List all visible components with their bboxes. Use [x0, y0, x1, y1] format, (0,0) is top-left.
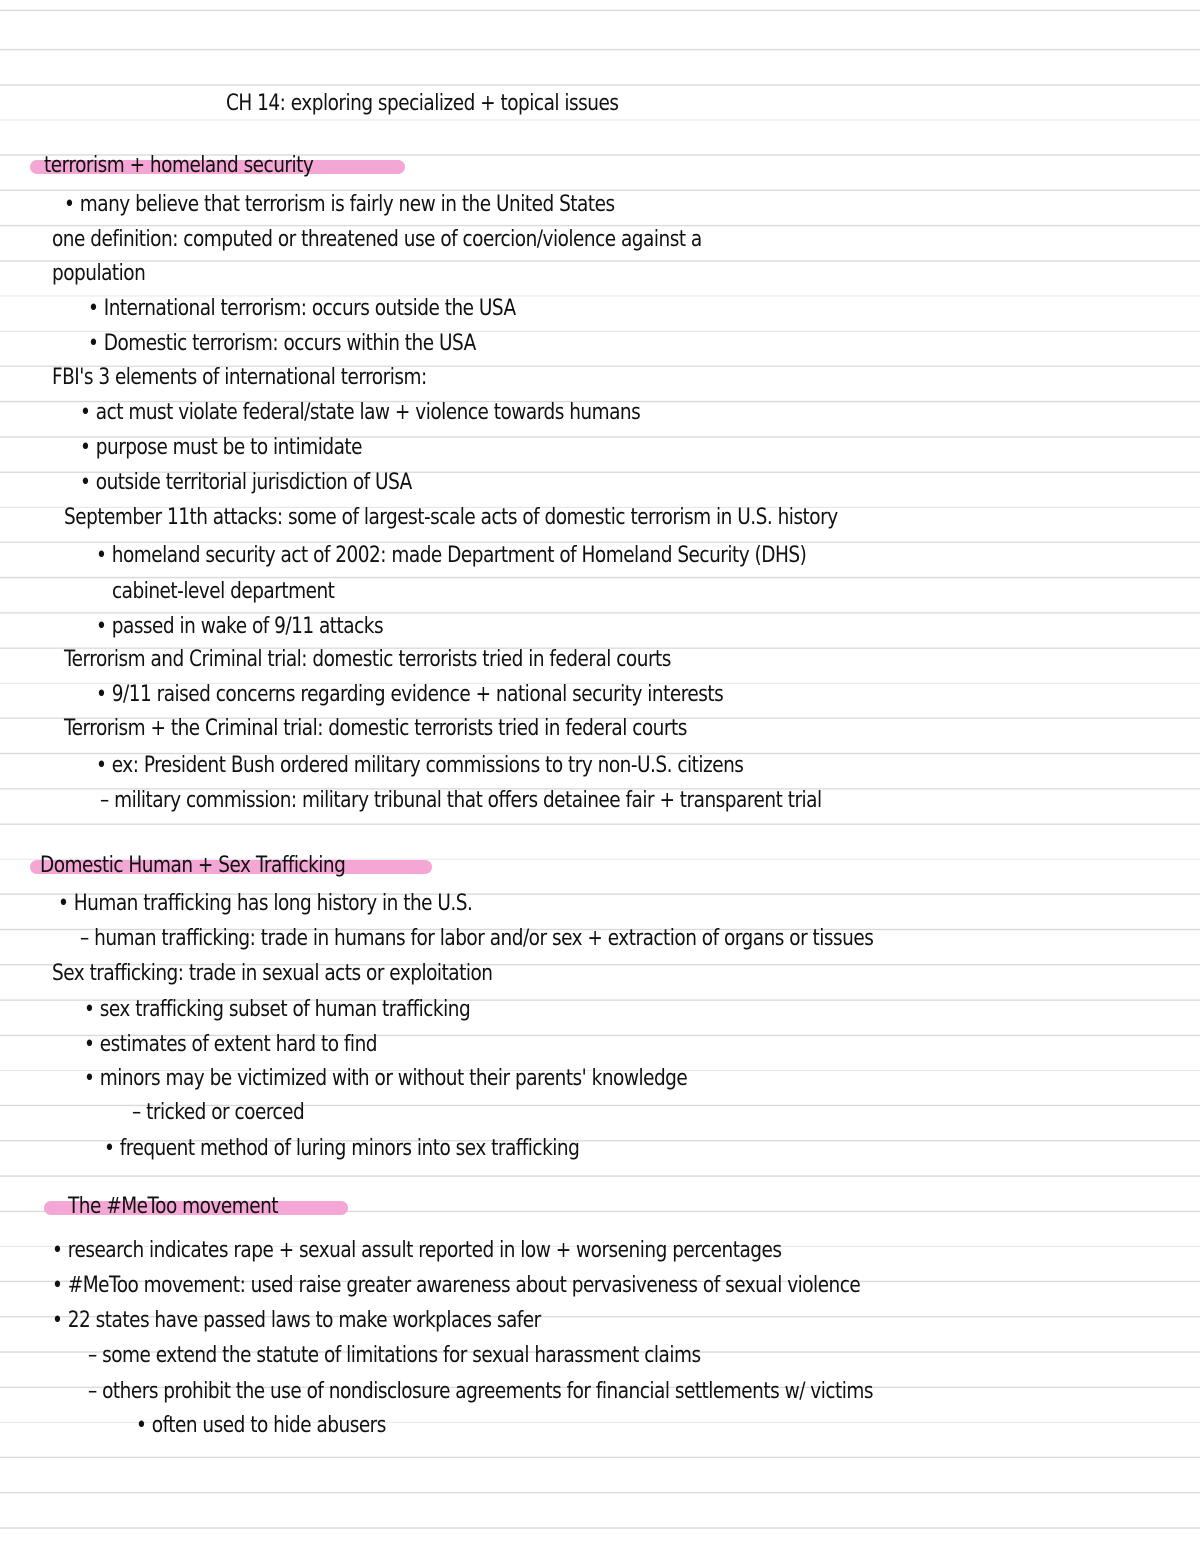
note-line: Terrorism and Criminal trial: domestic terrorists tried in federal courts: [64, 647, 671, 672]
section-heading-trafficking: Domestic Human + Sex Trafficking: [40, 853, 346, 878]
note-line: • homeland security act of 2002: made Department of Homeland Security (DHS): [96, 543, 807, 568]
note-line: – tricked or coerced: [132, 1100, 305, 1125]
note-line: • outside territorial jurisdiction of USA: [80, 470, 412, 495]
note-line: • 9/11 raised concerns regarding evidence + national security interests: [96, 682, 724, 707]
page-title: CH 14: exploring specialized + topical issues: [226, 91, 619, 116]
note-line: • Domestic terrorism: occurs within the USA: [88, 331, 476, 356]
note-line: population: [52, 261, 146, 286]
note-line: – military commission: military tribunal that offers detainee fair + transparent trial: [100, 788, 822, 813]
note-line: • #MeToo movement: used raise greater awareness about pervasiveness of sexual violence: [52, 1273, 861, 1298]
note-line: • 22 states have passed laws to make workplaces safer: [52, 1308, 541, 1333]
note-line: September 11th attacks: some of largest-scale acts of domestic terrorism in U.S. history: [64, 505, 838, 530]
note-line: • sex trafficking subset of human trafficking: [84, 997, 471, 1022]
note-line: FBI's 3 elements of international terrorism:: [52, 365, 427, 390]
section-heading-metoo: The #MeToo movement: [68, 1194, 279, 1219]
note-line: • research indicates rape + sexual assult reported in low + worsening percentages: [52, 1238, 782, 1263]
note-line: – some extend the statute of limitations for sexual harassment claims: [88, 1343, 701, 1368]
note-line: Terrorism + the Criminal trial: domestic terrorists tried in federal courts: [64, 716, 687, 741]
section-heading-terrorism: terrorism + homeland security: [44, 153, 314, 178]
note-line: • many believe that terrorism is fairly new in the United States: [64, 192, 615, 217]
note-line: • frequent method of luring minors into sex trafficking: [104, 1136, 580, 1161]
note-line: • ex: President Bush ordered military commissions to try non-U.S. citizens: [96, 753, 744, 778]
note-line: – others prohibit the use of nondisclosure agreements for financial settlements w/ victims: [88, 1379, 874, 1404]
note-line: • often used to hide abusers: [136, 1413, 386, 1438]
note-line: • Human trafficking has long history in the U.S.: [58, 891, 473, 916]
note-line: • passed in wake of 9/11 attacks: [96, 614, 384, 639]
note-line: one definition: computed or threatened use of coercion/violence against a: [52, 227, 702, 252]
note-line: • International terrorism: occurs outside the USA: [88, 296, 516, 321]
note-line: • act must violate federal/state law + violence towards humans: [80, 400, 641, 425]
note-line: – human trafficking: trade in humans for labor and/or sex + extraction of organs or tissues: [80, 926, 874, 951]
note-line: cabinet-level department: [112, 579, 335, 604]
note-line: • purpose must be to intimidate: [80, 435, 363, 460]
note-line: • estimates of extent hard to find: [84, 1032, 378, 1057]
note-line: • minors may be victimized with or without their parents' knowledge: [84, 1066, 688, 1091]
note-line: Sex trafficking: trade in sexual acts or exploitation: [52, 961, 493, 986]
